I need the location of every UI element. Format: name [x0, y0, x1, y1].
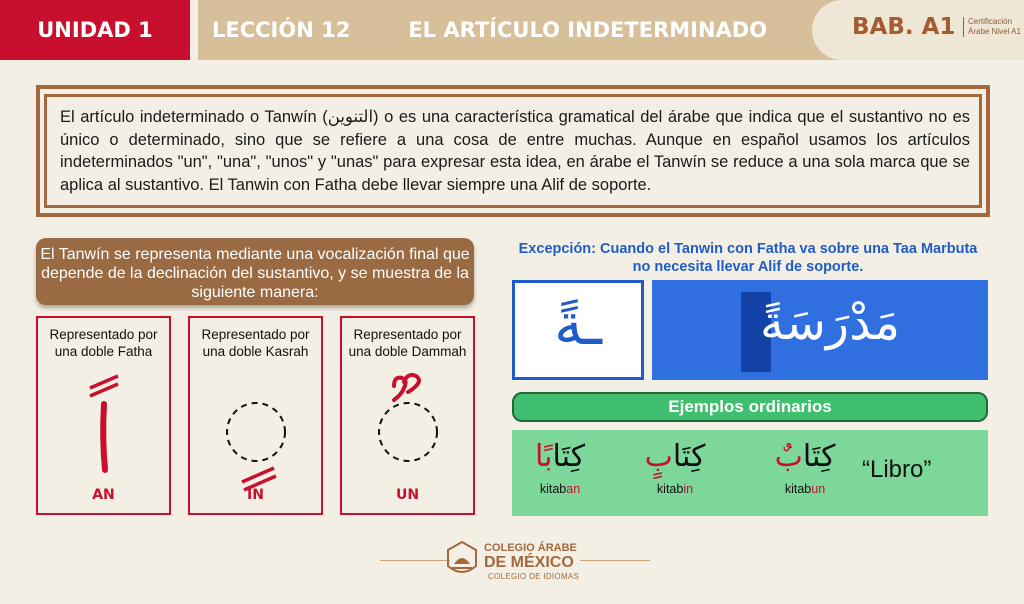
example-un-latin: kitabun: [784, 482, 826, 496]
card-fatha: [36, 316, 171, 515]
unit-tab: [0, 0, 190, 60]
footer-divider-right: [580, 560, 650, 561]
cert-line-1: Certificación: [968, 17, 1013, 26]
card-dammah-suffix: UN: [395, 487, 420, 503]
card-dammah-label: Representado por una doble Dammah: [348, 327, 467, 359]
brand-logo: BAB. A1: [852, 14, 956, 40]
cert-line-2: Árabe Nivel A1: [968, 27, 1021, 36]
double-kasrah-icon: [190, 368, 321, 498]
example-in: [620, 432, 730, 496]
footer-line-3: COLEGIO DE IDIOMAS: [488, 572, 580, 581]
intro-paragraph: El artículo indeterminado o Tanwín (التنوين) o es una característica gramatical del árabe que indica que el sustantivo no es único o determinado, sino que se refiere a una cosa de entre muchas. Aunque en español usamos los artículos indeterminados "un", "una", "unos" y "unas" para expresar esta idea, en árabe el Tanwín se reduce a una sola marca que se aplica al sustantivo. El Tanwin con Fatha debe llevar siempre una Alif de soporte.: [60, 108, 970, 194]
unit-label: UNIDAD 1: [37, 18, 153, 42]
card-fatha-label: Representado por una doble Fatha: [49, 327, 158, 359]
card-kasrah: [188, 316, 323, 515]
example-an-arabic: كِتَابًا: [535, 439, 585, 474]
example-an-latin: kitaban: [539, 482, 581, 496]
example-un-arabic: كِتَابٌ: [774, 439, 836, 474]
exception-text: Excepción: Cuando el Tanwin con Fatha va sobre una Taa Marbuta no necesita llevar Alif de soporte.: [518, 241, 978, 275]
footer-line-1: COLEGIO ÁRABE: [484, 542, 577, 554]
double-fatha-icon: [38, 368, 169, 478]
madrasa-word: مَدْرَسَةً: [759, 295, 901, 351]
certification-label: [963, 17, 1021, 37]
footer-line-2: DE MÉXICO: [484, 554, 574, 571]
double-dammah-icon: [342, 368, 473, 498]
card-kasrah-suffix: IN: [247, 487, 264, 503]
footer-divider-left: [380, 560, 450, 561]
translation-libro: “Libro”: [862, 456, 932, 483]
examples-title: Ejemplos ordinarios: [512, 392, 988, 422]
lesson-title: EL ARTÍCULO INDETERMINADO: [408, 18, 768, 42]
example-un: [750, 432, 860, 496]
card-fatha-suffix: AN: [92, 487, 115, 503]
lesson-bar: [198, 0, 858, 60]
card-dammah: [340, 316, 475, 515]
example-an: [505, 432, 615, 496]
taa-marbuta-glyph: ـةً: [553, 290, 603, 358]
example-in-latin: kitabin: [656, 482, 694, 496]
explanation-box: El Tanwín se representa mediante una vocalización final que depende de la declinación del sustantivo, y se muestra de la siguiente manera:: [36, 238, 474, 305]
college-logo-icon: [444, 540, 480, 580]
example-in-arabic: كِتَابٍ: [644, 439, 706, 474]
lesson-label: LECCIÓN 12: [212, 18, 351, 42]
card-kasrah-label: Representado por una doble Kasrah: [201, 327, 310, 359]
